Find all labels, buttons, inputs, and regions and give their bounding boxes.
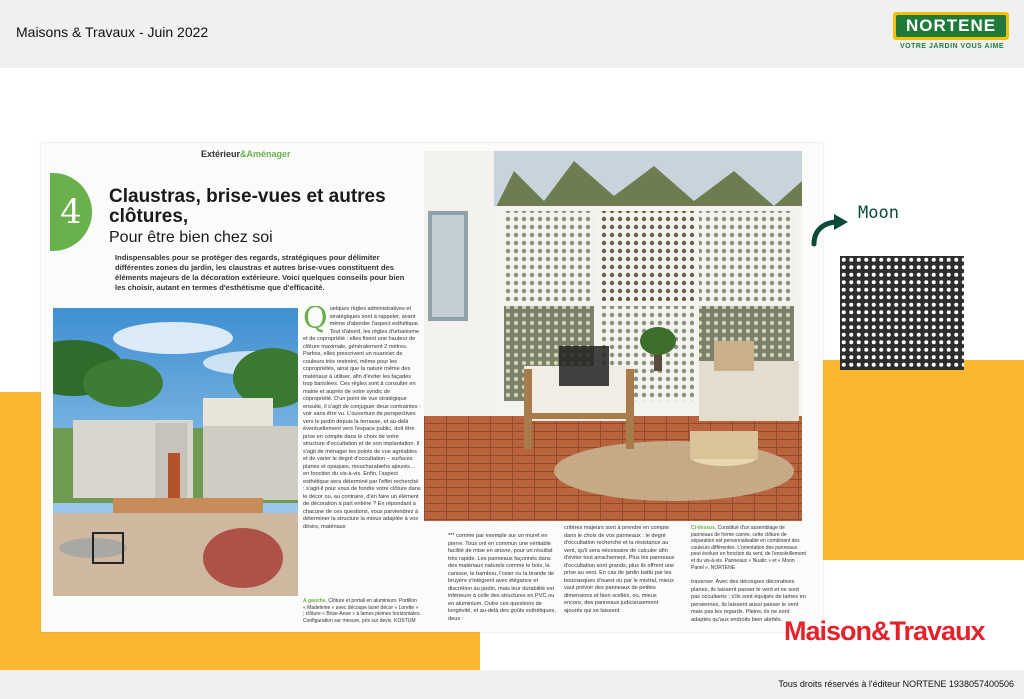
garden-fence-photo <box>53 308 298 596</box>
left-page <box>41 143 424 632</box>
section-accent: &Aménager <box>240 149 291 159</box>
copyright-notice: Tous droits réservés à l'éditeur NORTENE 1938057400506 <box>778 679 1014 689</box>
logo-wordmark: NORTENE <box>896 15 1006 37</box>
terrace-photo <box>424 151 802 521</box>
caption-right-lead: Ci-dessus. <box>691 525 717 531</box>
article-number-badge: 4 <box>50 173 92 251</box>
caption-left <box>303 598 421 632</box>
caption-left-lead: À gauche. <box>303 598 327 604</box>
publication-title: Maisons & Travaux - Juin 2022 <box>16 24 209 40</box>
article-column-4: traverser. Avec des découpes décoratives planes, ils laissent passer le vent et ne sont pas occultants ; s'ils sont équipés de lames en persiennes, ils laissent aussi passer le vent mais pas les regards. Pleins, ils ne sont adaptés qu'aux endroits bien abrités. <box>691 579 806 623</box>
logo-tagline: VOTRE JARDIN VOUS AIME <box>899 43 1005 50</box>
drop-cap: Q <box>303 306 328 336</box>
article-intro: Indispensables pour se protéger des regards, stratégiques pour délimiter différentes zones du jardin, les claustras et autres brise-vues constituent des éléments majeurs de la décoration extérieure. Voici quelques conseils pour bien les choisir, autant en termes d'esthétisme que d'efficacité. <box>115 253 405 292</box>
sample-label: Moon <box>858 203 899 223</box>
column-1-text: uelques règles administratives et stratégiques sont à rappeler, avant même d'aborder l'aspect esthétique. Tout d'abord, les règles d'urbanisme et de copropriété : elles fixent une hauteur de clôture maximale, généralement 2 mètres. Parfois, elles prescrivent un nuancier de couleurs très restreint, même pour les copropriétés, ainsi que la nature même des matériaux à utiliser, afin d'éviter les façades trop bariolées. Ces règles sont à consulter en mairie et auprès de votre syndic de copropriété. D'un point de vue stratégique ensuite, il s'agit de conjuguer deux contraintes : voir sans être vu. L'ouverture de perspectives vers le jardin depuis la terrasse, et au-delà éventuellement vers l'espace public, doit être prise en compte dans le choix de votre structure d'occultation et de son implantation. Il s'agit de ménager les points de vue agréables et de varier le degré d'occultation – surfaces planes et opaques, moucharabiehs ajourés… en fonction du vis-à-vis. Enfin, l'aspect esthétique sera déterminé par l'effet recherché : s'agit-il pour vous de fondre votre clôture dans le décor ou, au contraire, d'en faire un élément de décoration à part entière ? En répondant à chacune de ces questions, vous parviendrez à déterminer la structure la mieux adaptée à vos désirs, matériaux <box>303 306 421 530</box>
article-subheadline: Pour être bien chez soi <box>109 229 273 246</box>
caption-right <box>691 525 806 575</box>
magazine-spread <box>41 143 823 632</box>
caption-left-text: Clôture et portail en aluminium. Portillon « Madeleine » avec découpe laser décor « Lorette » ; clôture « Brise-Anse » à lames pleines horizontales. Configuration sur mesure, prix sur devis. KOSTUM <box>303 598 421 624</box>
page-footer <box>0 670 1024 699</box>
article-column-2: *** comme par exemple sur un muret en pierre. Tous ont en commun une véritable facilité de mise en œuvre, pour un résultat très rapide. Les panneaux façonnés dans des matériaux naturels comme le bois, la canisse, le bambou, l'osier ou la brande de bruyère s'intègrent avec élégance et discrétion au jardin, mais leur durabilité est inférieure à celle des structures en PVC ou en aluminium. Outre ces questions de longévité, et au-delà des goûts esthétiques, deux <box>448 533 556 622</box>
caption-right-text: Constitué d'un assemblage de panneaux de forme carrée, cette clôture de séparation est personnalisable en combinant des couleurs différentes. L'orientation des panneaux peut évoluer en fonction du vent, de l'ensoleillement et du vis-à-vis. Panneaux « Nuatic » et « Moon Panel ». NORTENE <box>691 525 806 571</box>
yellow-band-right <box>820 360 1024 560</box>
article-column-3: critères majeurs sont à prendre en compte dans le choix de vos panneaux : le degré d'occultation recherché et la résistance au vent, qu'il sera nécessaire de calculer afin d'éviter tout arrachement. Plus les panneaux d'occultation sont grands, plus ils offrent une prise au vent. En cas de jardin battu par les bourrasques d'ouest ou par le mistral, mieux vaut prévoir des panneaux de petites dimensions et bien scellés, ou, mieux encore, des panneaux judicieusement ajourés qui se laissent <box>564 525 675 614</box>
section-label <box>201 149 291 159</box>
curved-arrow-icon <box>806 214 850 248</box>
article-headline: Claustras, brise-vues et autres clôtures, <box>109 186 386 227</box>
section-name: Extérieur <box>201 149 241 159</box>
page-header <box>0 0 1024 68</box>
article-column-1 <box>303 306 421 598</box>
moon-panel-sample <box>840 256 964 370</box>
nortene-logo <box>893 12 1011 56</box>
maison-travaux-logo: Maison&Travaux <box>784 616 985 646</box>
logo-badge <box>893 12 1009 40</box>
